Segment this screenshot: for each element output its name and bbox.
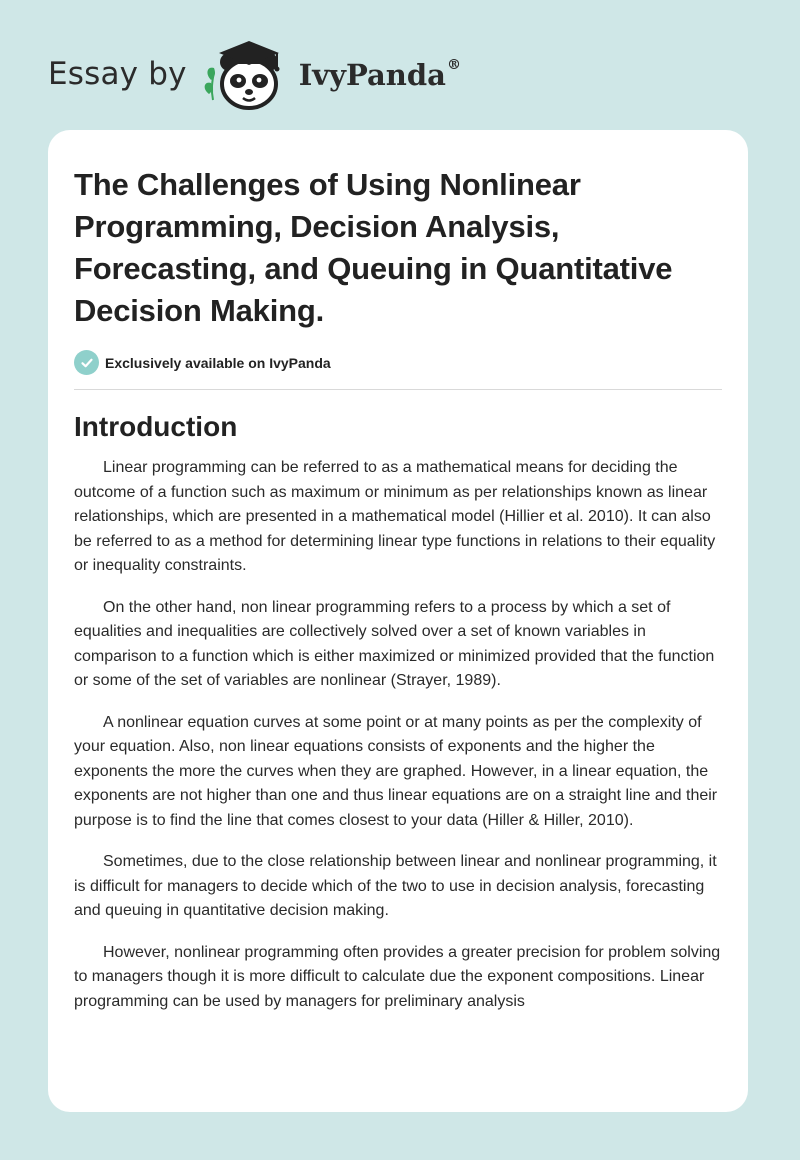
exclusive-label: Exclusively available on IvyPanda	[105, 354, 331, 371]
paragraph: On the other hand, non linear programming refers to a process by which a set of equalities and inequalities are collectively solved over a set of known variables in comparison to a function which is either maximized or minimized provided that the function or some of the set of variables are nonlinear (Strayer, 1989).	[74, 598, 715, 689]
paragraph: Linear programming can be referred to as a mathematical means for deciding the outcome of a function such as maximum or minimum as per relationships known as linear relationships, which are presented in a mathematical model (Hillier et al. 2010). It can also be referred to as a method for determining linear type functions in relations to their equality or inequality constraints.	[74, 459, 716, 574]
panda-mascot-icon	[199, 34, 295, 114]
section-heading-introduction: Introduction	[74, 411, 238, 442]
brand-wordmark: IvyPanda	[298, 57, 446, 92]
brand-prefix: Essay by	[48, 56, 187, 92]
paragraph: However, nonlinear programming often provides a greater precision for problem solving to managers though it is more difficult to calculate due the exponent compositions. Linear programming can be used by managers for preliminary analysis	[74, 943, 721, 1010]
essay-body	[74, 456, 722, 1014]
checkmark-icon	[74, 350, 99, 375]
essay-card	[48, 130, 748, 1112]
paragraph: A nonlinear equation curves at some point or at many points as per the complexity of your equation. Also, non linear equations consists of exponents and the higher the exponents the more the curves when they are graphed. However, in a linear equation, the exponents are not higher than one and thus linear equations are on a straight line and their purpose is to find the line that comes closest to your data (Hiller & Hiller, 2010).	[74, 713, 718, 829]
brand-name	[299, 57, 461, 92]
paragraph: Sometimes, due to the close relationship between linear and nonlinear programming, it is difficult for managers to decide which of the two to use in decision analysis, forecasting and queuing in quantitative decision making.	[74, 853, 717, 919]
brand-logo[interactable]	[48, 34, 461, 114]
divider	[74, 389, 722, 390]
essay-title: The Challenges of Using Nonlinear Programming, Decision Analysis, Forecasting, and Queuing in Quantitative Decision Making.	[74, 167, 673, 328]
registered-mark: ®	[446, 56, 461, 73]
exclusive-badge	[74, 350, 748, 375]
